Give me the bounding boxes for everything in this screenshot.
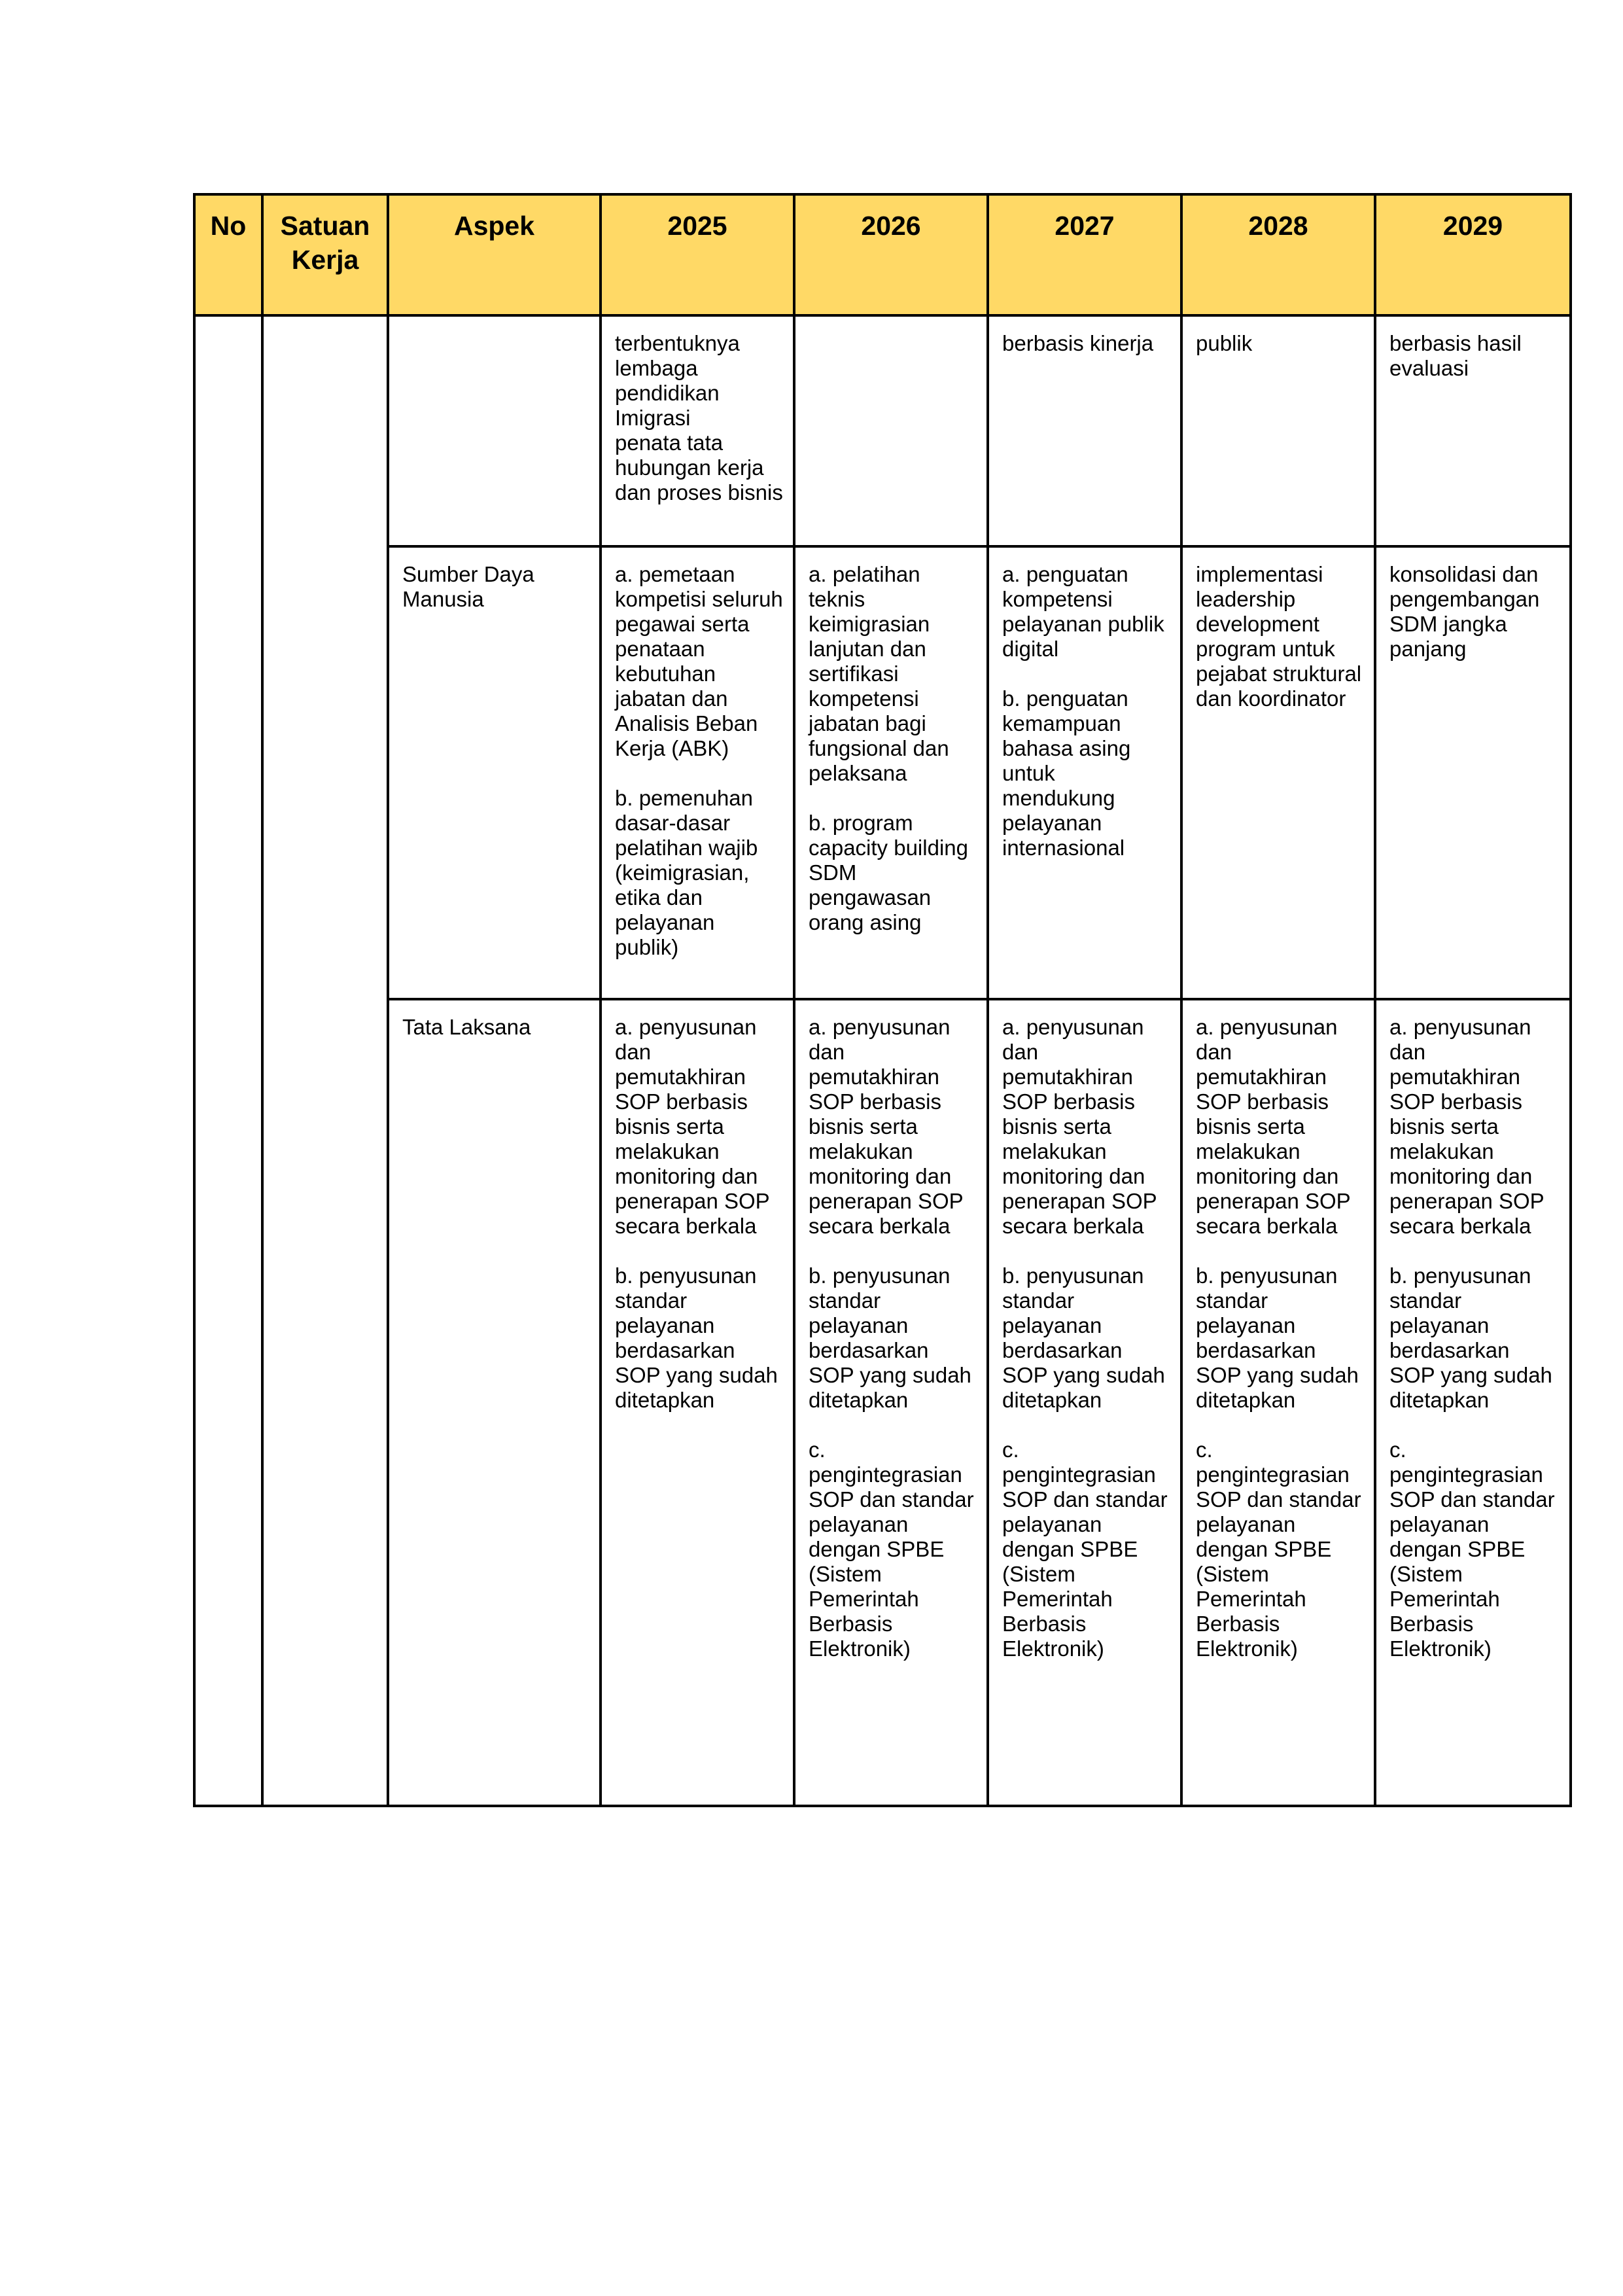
cell-text: a. penguatan kompetensi pelayanan publik digital	[1002, 562, 1164, 661]
cell-2028	[1181, 315, 1375, 546]
cell-2026	[794, 315, 988, 546]
cell-text: b. penyusunan standar pelayanan berdasarkan SOP yang sudah ditetapkan	[1196, 1263, 1359, 1412]
cell-2027	[988, 546, 1181, 999]
cell-text: b. program capacity building SDM pengawasan orang asing	[809, 811, 968, 934]
cell-aspek	[388, 315, 601, 546]
cell-text: c. pengintegrasian SOP dan standar pelayanan dengan SPBE (Sistem Pemerintah Berbasis Elektronik)	[1002, 1438, 1168, 1661]
header-aspek: Aspek	[388, 194, 601, 315]
cell-text: a. penyusunan dan pemutakhiran SOP berbasis bisnis serta melakukan monitoring dan penerapan SOP secara berkala	[1389, 1015, 1544, 1238]
cell-text: a. pemetaan kompetisi seluruh pegawai serta penataan kebutuhan jabatan dan Analisis Beban Kerja (ABK)	[615, 562, 783, 760]
cell-text: publik	[1196, 331, 1253, 355]
header-2027: 2027	[988, 194, 1181, 315]
cell-2028	[1181, 999, 1375, 1806]
cell-2025	[601, 546, 794, 999]
cell-aspek: Sumber Daya Manusia	[388, 546, 601, 999]
cell-text: a. penyusunan dan pemutakhiran SOP berbasis bisnis serta melakukan monitoring dan penerapan SOP secara berkala	[1196, 1015, 1351, 1238]
cell-text: a. penyusunan dan pemutakhiran SOP berbasis bisnis serta melakukan monitoring dan penerapan SOP secara berkala	[615, 1015, 770, 1238]
cell-satuan-kerja	[262, 315, 388, 1806]
cell-text: berbasis kinerja	[1002, 331, 1154, 355]
cell-text: a. penyusunan dan pemutakhiran SOP berbasis bisnis serta melakukan monitoring dan penerapan SOP secara berkala	[1002, 1015, 1157, 1238]
cell-2029	[1375, 315, 1571, 546]
table-row	[194, 546, 1571, 999]
header-2029: 2029	[1375, 194, 1571, 315]
header-no: No	[194, 194, 262, 315]
cell-2025	[601, 315, 794, 546]
cell-2027	[988, 999, 1181, 1806]
cell-2029	[1375, 999, 1571, 1806]
cell-text: b. penyusunan standar pelayanan berdasarkan SOP yang sudah ditetapkan	[615, 1263, 778, 1412]
cell-text: implementasi leadership development program untuk pejabat struktural dan koordinator	[1196, 562, 1362, 711]
cell-text: b. penguatan kemampuan bahasa asing untuk mendukung pelayanan internasional	[1002, 686, 1131, 860]
cell-text: konsolidasi dan pengembangan SDM jangka panjang	[1389, 562, 1540, 661]
table-row	[194, 999, 1571, 1806]
cell-text: berbasis hasil evaluasi	[1389, 331, 1522, 380]
header-satuan-kerja: Satuan Kerja	[262, 194, 388, 315]
cell-text: b. penyusunan standar pelayanan berdasarkan SOP yang sudah ditetapkan	[1002, 1263, 1165, 1412]
cell-2027	[988, 315, 1181, 546]
cell-text: a. penyusunan dan pemutakhiran SOP berbasis bisnis serta melakukan monitoring dan penerapan SOP secara berkala	[809, 1015, 964, 1238]
table-header-row	[194, 194, 1571, 315]
cell-aspek: Tata Laksana	[388, 999, 601, 1806]
table-row	[194, 315, 1571, 546]
cell-text: b. pemenuhan dasar-dasar pelatihan wajib (keimigrasian, etika dan pelayanan publik)	[615, 786, 758, 959]
header-2028: 2028	[1181, 194, 1375, 315]
cell-2028	[1181, 546, 1375, 999]
cell-text: b. penyusunan standar pelayanan berdasarkan SOP yang sudah ditetapkan	[1389, 1263, 1552, 1412]
roadmap-table	[193, 193, 1572, 1807]
cell-2025	[601, 999, 794, 1806]
cell-2026	[794, 999, 988, 1806]
cell-text: c. pengintegrasian SOP dan standar pelayanan dengan SPBE (Sistem Pemerintah Berbasis Elektronik)	[809, 1438, 974, 1661]
cell-2029	[1375, 546, 1571, 999]
cell-2026	[794, 546, 988, 999]
cell-text: a. pelatihan teknis keimigrasian lanjutan dan sertifikasi kompetensi jabatan bagi fungsional dan pelaksana	[809, 562, 949, 785]
cell-text: terbentuknya lembaga pendidikan Imigrasi penata tata hubungan kerja dan proses bisnis	[615, 331, 783, 504]
cell-text: b. penyusunan standar pelayanan berdasarkan SOP yang sudah ditetapkan	[809, 1263, 971, 1412]
cell-no	[194, 315, 262, 1806]
header-2025: 2025	[601, 194, 794, 315]
cell-text: c. pengintegrasian SOP dan standar pelayanan dengan SPBE (Sistem Pemerintah Berbasis Elektronik)	[1389, 1438, 1555, 1661]
header-2026: 2026	[794, 194, 988, 315]
cell-text: c. pengintegrasian SOP dan standar pelayanan dengan SPBE (Sistem Pemerintah Berbasis Elektronik)	[1196, 1438, 1361, 1661]
